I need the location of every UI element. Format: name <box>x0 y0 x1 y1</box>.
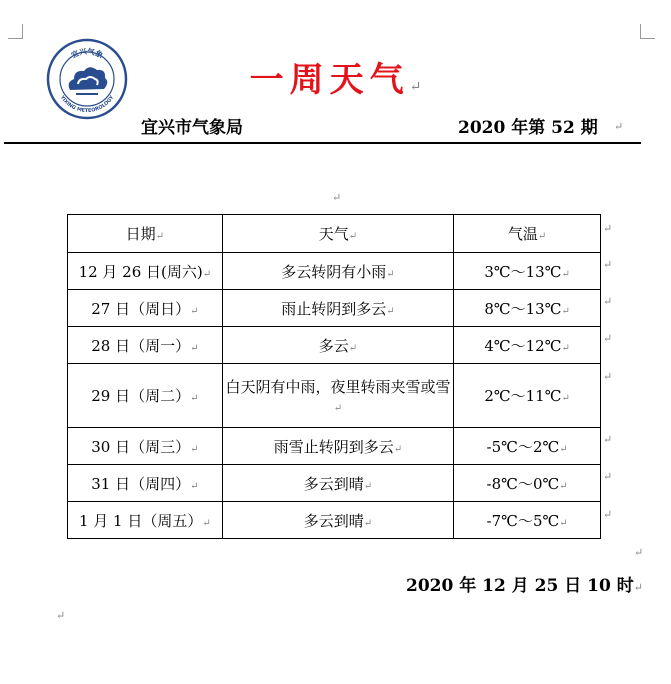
cell-weather: 雨雪止转阴到多云↵ <box>222 428 454 465</box>
cell-temp: -5℃～2℃↵ <box>454 428 601 465</box>
paragraph-mark-icon: ↵ <box>56 609 66 622</box>
cell-temp: 2℃～11℃↵ <box>454 364 601 428</box>
cell-weather: 雨止转阴到多云↵ <box>222 290 454 327</box>
cell-date: 27 日（周日）↵ <box>68 290 223 327</box>
row-end-mark-icon: ↵ <box>603 370 613 383</box>
cell-weather: 多云到晴↵ <box>222 502 454 539</box>
cell-date: 31 日（周四）↵ <box>68 465 223 502</box>
cell-weather: 白天阴有中雨，夜里转雨夹雪或雪↵ <box>222 364 454 428</box>
table-row <box>68 327 601 364</box>
row-end-mark-icon: ↵ <box>603 222 613 235</box>
cell-temp: -8℃～0℃↵ <box>454 465 601 502</box>
cell-temp: 8℃～13℃↵ <box>454 290 601 327</box>
cell-weather: 多云转阴有小雨↵ <box>222 253 454 290</box>
table-row <box>68 502 601 539</box>
header-rule <box>4 142 641 144</box>
row-end-mark-icon: ↵ <box>603 433 613 446</box>
table-header-row <box>68 215 601 253</box>
cell-date: 29 日（周二）↵ <box>68 364 223 428</box>
row-end-mark-icon: ↵ <box>603 508 613 521</box>
page-title <box>0 52 671 101</box>
cell-date: 28 日（周一）↵ <box>68 327 223 364</box>
paragraph-mark-icon: ↵ <box>409 79 422 95</box>
issued-datetime: 2020 年 12 月 25 日 10 时↵ <box>406 576 643 596</box>
cell-temp: 3℃～13℃↵ <box>454 253 601 290</box>
table-row <box>68 428 601 465</box>
row-end-mark-icon: ↵ <box>603 332 613 345</box>
page-corner-mark-left <box>8 24 23 39</box>
cell-date: 30 日（周三）↵ <box>68 428 223 465</box>
page-corner-mark-right <box>640 24 655 39</box>
header-date: 日期↵ <box>68 215 223 253</box>
cell-temp: 4℃～12℃↵ <box>454 327 601 364</box>
header-weather: 天气↵ <box>222 215 454 253</box>
cell-temp: -7℃～5℃↵ <box>454 502 601 539</box>
row-end-mark-icon: ↵ <box>603 258 613 271</box>
cell-weather: 多云↵ <box>222 327 454 364</box>
logo-bottom-text: YIXING METEOROLOGY <box>58 94 116 115</box>
page-title-text: 一周天气 <box>249 60 410 100</box>
header-temp: 气温↵ <box>454 215 601 253</box>
cell-weather: 多云到晴↵ <box>222 465 454 502</box>
row-end-mark-icon: ↵ <box>603 470 613 483</box>
forecast-table <box>67 214 601 539</box>
cell-date: 12 月 26 日(周六)↵ <box>68 253 223 290</box>
table-row <box>68 290 601 327</box>
row-end-mark-icon: ↵ <box>603 295 613 308</box>
cell-date: 1 月 1 日（周五）↵ <box>68 502 223 539</box>
logo-top-text: 宜兴气象 <box>69 46 105 60</box>
table-row <box>68 253 601 290</box>
paragraph-mark-icon: ↵ <box>614 120 624 133</box>
paragraph-mark-icon: ↵ <box>634 546 644 559</box>
issue-number: 2020 年第 52 期 <box>458 118 598 138</box>
table-row <box>68 465 601 502</box>
table-row <box>68 364 601 428</box>
paragraph-mark-icon: ↵ <box>332 191 342 204</box>
bureau-name: 宜兴市气象局 <box>141 118 243 138</box>
